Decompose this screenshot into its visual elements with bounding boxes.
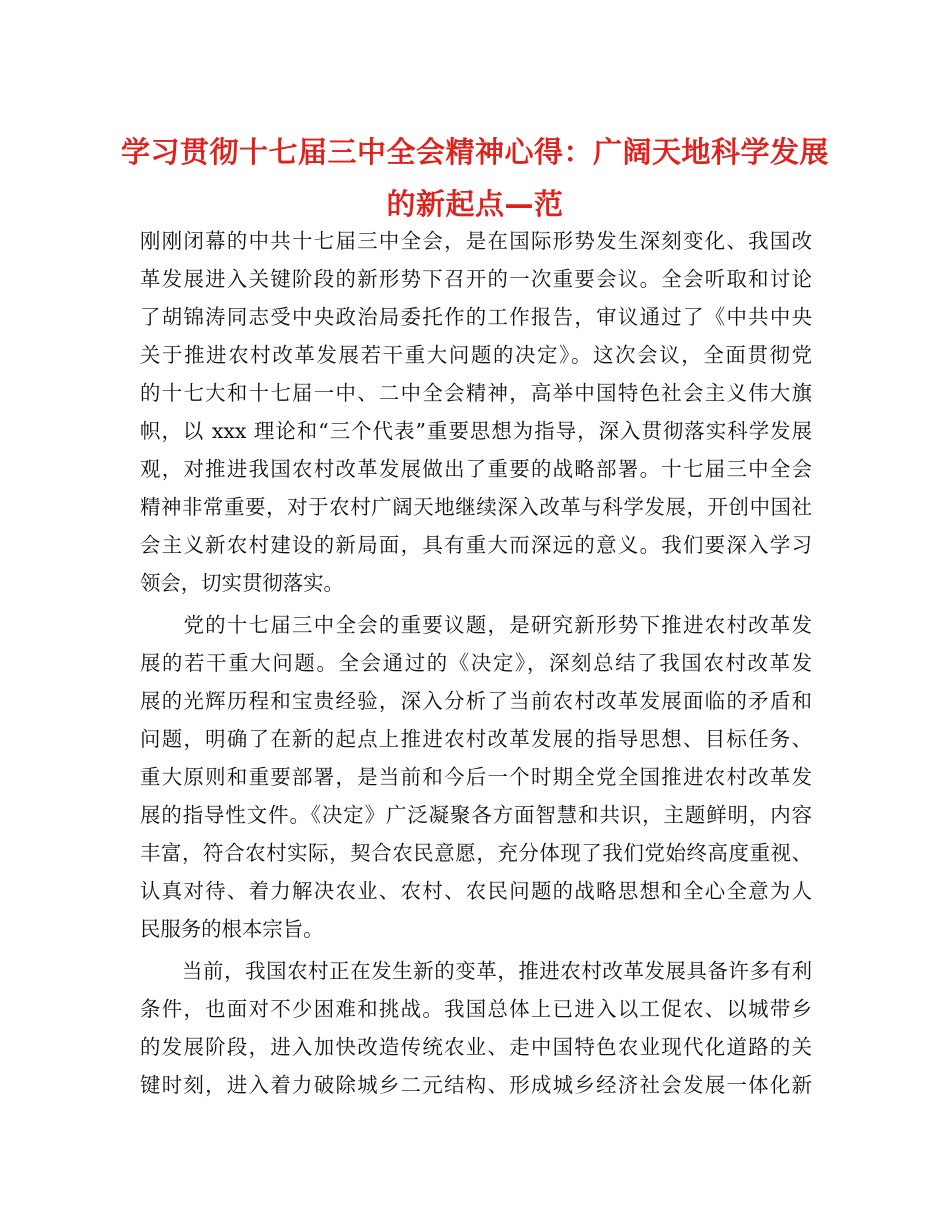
paragraph-line: 刚刚闭幕的中共十七届三中全会，是在国际形势发生深刻变化、我国改 [140, 229, 812, 253]
paragraph-line: 展的指导性文件。《决定》广泛凝聚各方面智慧和共识，主题鲜明，内容 [140, 803, 812, 827]
paragraph-line: 革发展进入关键阶段的新形势下召开的一次重要会议。全会听取和讨论 [140, 267, 812, 291]
paragraph-line: 重大原则和重要部署，是当前和今后一个时期全党全国推进农村改革发 [140, 765, 812, 789]
paragraph-line: 认真对待、着力解决农业、农村、农民问题的战略思想和全心全意为人 [140, 879, 812, 903]
paragraph-line: 条件，也面对不少困难和挑战。我国总体上已进入以工促农、以城带乡 [140, 997, 812, 1021]
paragraph-line: 丰富，符合农村实际，契合农民意愿，充分体现了我们党始终高度重视、 [140, 841, 812, 865]
paragraph-line: 展的若干重大问题。全会通过的《决定》，深刻总结了我国农村改革发 [140, 651, 812, 675]
title-line-1: 学习贯彻十七届三中全会精神心得：广阔天地科学发展 [120, 135, 829, 169]
paragraph-line: 展的光辉历程和宝贵经验，深入分析了当前农村改革发展面临的矛盾和 [140, 689, 812, 713]
paragraph-line: 观，对推进我国农村改革发展做出了重要的战略部署。十七届三中全会 [140, 457, 812, 481]
paragraph-line: 键时刻，进入着力破除城乡二元结构、形成城乡经济社会发展一体化新 [140, 1073, 812, 1097]
paragraph-line: 领会，切实贯彻落实。 [140, 571, 344, 595]
paragraph-line: 问题，明确了在新的起点上推进农村改革发展的指导思想、目标任务、 [140, 727, 812, 751]
paragraph-2 [140, 606, 812, 948]
title-line-2: 的新起点—范 [386, 187, 564, 221]
document-title [110, 126, 840, 230]
paragraph-line: 的十七大和十七届一中、二中全会精神，高举中国特色社会主义伟大旗 [140, 381, 812, 405]
paragraph-3 [140, 952, 812, 1104]
paragraph-line: 民服务的根本宗旨。 [140, 917, 324, 941]
paragraph-line: 了胡锦涛同志受中央政治局委托作的工作报告，审议通过了《中共中央 [140, 305, 812, 329]
paragraph-line: 会主义新农村建设的新局面，具有重大而深远的意义。我们要深入学习 [140, 533, 812, 557]
paragraph-1 [140, 222, 812, 602]
document-body [140, 222, 812, 1104]
paragraph-line: 的发展阶段，进入加快改造传统农业、走中国特色农业现代化道路的关 [140, 1035, 812, 1059]
paragraph-line: 党的十七届三中全会的重要议题，是研究新形势下推进农村改革发 [140, 613, 812, 637]
paragraph-line: 精神非常重要，对于农村广阔天地继续深入改革与科学发展，开创中国社 [140, 495, 812, 519]
paragraph-line: 当前，我国农村正在发生新的变革，推进农村改革发展具备许多有利 [140, 959, 812, 983]
paragraph-line: 帜，以 xxx 理论和“三个代表”重要思想为指导，深入贯彻落实科学发展 [140, 419, 812, 443]
paragraph-line: 关于推进农村改革发展若干重大问题的决定》。这次会议，全面贯彻党 [140, 343, 812, 367]
